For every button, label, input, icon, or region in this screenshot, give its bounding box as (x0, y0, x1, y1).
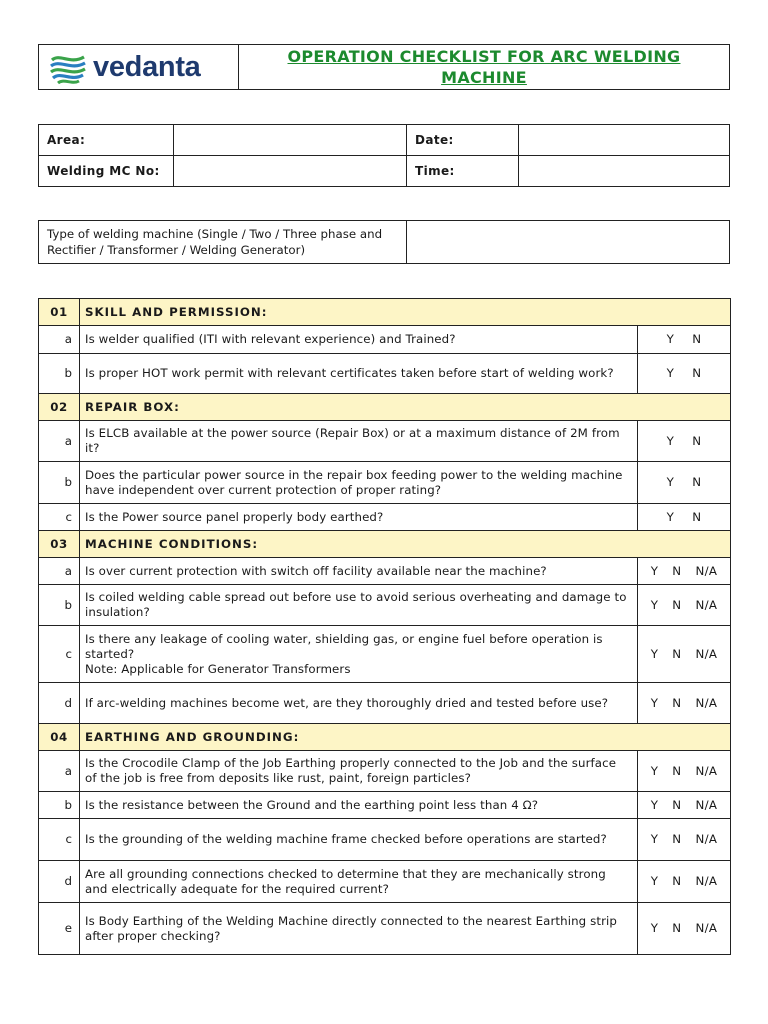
time-label: Time: (407, 156, 519, 187)
item-question: Is coiled welding cable spread out before use to avoid serious overheating and damage to insulation? (80, 585, 638, 626)
section-header (39, 724, 731, 751)
question-note: Note: Applicable for Generator Transformers (85, 661, 351, 676)
item-question: Is proper HOT work permit with relevant certificates taken before start of welding work? (80, 354, 638, 394)
checklist-row (39, 585, 731, 626)
answer-options[interactable]: Y N N/A (638, 751, 731, 792)
item-question (80, 626, 638, 683)
item-question: Is over current protection with switch off facility available near the machine? (80, 558, 638, 585)
checklist-row (39, 326, 731, 354)
checklist-row (39, 683, 731, 724)
item-index: d (39, 683, 80, 724)
answer-options[interactable]: Y N N/A (638, 819, 731, 861)
answer-options[interactable]: Y N (638, 326, 731, 354)
section-title: REPAIR BOX: (80, 394, 731, 421)
welding-mc-field[interactable] (174, 156, 407, 187)
checklist-row (39, 792, 731, 819)
info-table (38, 124, 730, 187)
answer-options[interactable]: Y N (638, 504, 731, 531)
date-label: Date: (407, 125, 519, 156)
item-index: b (39, 585, 80, 626)
machine-type-table (38, 220, 730, 264)
question-text: Is there any leakage of cooling water, shielding gas, or engine fuel before operation is started? (85, 631, 603, 661)
answer-options[interactable]: Y N N/A (638, 861, 731, 903)
checklist-row (39, 626, 731, 683)
section-number: 02 (39, 394, 80, 421)
welding-mc-label: Welding MC No: (39, 156, 174, 187)
item-index: b (39, 792, 80, 819)
section-title: MACHINE CONDITIONS: (80, 531, 731, 558)
section-header (39, 299, 731, 326)
item-question: Is the resistance between the Ground and the earthing point less than 4 Ω? (80, 792, 638, 819)
checklist-row (39, 558, 731, 585)
item-question: Is welder qualified (ITI with relevant experience) and Trained? (80, 326, 638, 354)
item-index: b (39, 462, 80, 504)
checklist-row (39, 819, 731, 861)
checklist-row (39, 421, 731, 462)
item-index: c (39, 819, 80, 861)
item-question: Is the Crocodile Clamp of the Job Earthing properly connected to the Job and the surface of the job is free from deposits like rust, paint, foreign particles? (80, 751, 638, 792)
answer-options[interactable]: Y N N/A (638, 683, 731, 724)
item-question: Does the particular power source in the repair box feeding power to the welding machine have independent over current protection of proper rating? (80, 462, 638, 504)
item-index: b (39, 354, 80, 394)
checklist-row (39, 751, 731, 792)
logo-wordmark: vedanta (93, 50, 201, 83)
machine-type-label: Type of welding machine (Single / Two / Three phase and Rectifier / Transformer / Welding Generator) (39, 221, 407, 264)
answer-options[interactable]: Y N N/A (638, 626, 731, 683)
section-title: SKILL AND PERMISSION: (80, 299, 731, 326)
answer-options[interactable]: Y N N/A (638, 585, 731, 626)
answer-options[interactable]: Y N (638, 462, 731, 504)
item-index: a (39, 326, 80, 354)
checklist-row (39, 504, 731, 531)
item-question: If arc-welding machines become wet, are they thoroughly dried and tested before use? (80, 683, 638, 724)
section-number: 03 (39, 531, 80, 558)
section-header (39, 394, 731, 421)
title-cell (239, 45, 730, 90)
item-question: Are all grounding connections checked to determine that they are mechanically strong and electrically adequate for the required current? (80, 861, 638, 903)
section-title: EARTHING AND GROUNDING: (80, 724, 731, 751)
item-index: a (39, 421, 80, 462)
section-number: 04 (39, 724, 80, 751)
item-index: d (39, 861, 80, 903)
section-number: 01 (39, 299, 80, 326)
section-header (39, 531, 731, 558)
area-label: Area: (39, 125, 174, 156)
date-field[interactable] (519, 125, 730, 156)
item-index: e (39, 903, 80, 955)
item-index: a (39, 558, 80, 585)
answer-options[interactable]: Y N N/A (638, 792, 731, 819)
machine-type-field[interactable] (407, 221, 730, 264)
item-question: Is the grounding of the welding machine frame checked before operations are started? (80, 819, 638, 861)
logo-cell (39, 45, 239, 90)
answer-options[interactable]: Y N (638, 354, 731, 394)
time-field[interactable] (519, 156, 730, 187)
vedanta-wave-icon (48, 47, 88, 87)
checklist-table (38, 298, 731, 955)
answer-options[interactable]: Y N (638, 421, 731, 462)
answer-options[interactable]: Y N N/A (638, 903, 731, 955)
checklist-row (39, 903, 731, 955)
checklist-row (39, 462, 731, 504)
item-index: c (39, 504, 80, 531)
checklist-row (39, 861, 731, 903)
item-question: Is Body Earthing of the Welding Machine directly connected to the nearest Earthing strip after proper checking? (80, 903, 638, 955)
vedanta-logo (39, 47, 238, 87)
item-question: Is the Power source panel properly body earthed? (80, 504, 638, 531)
area-field[interactable] (174, 125, 407, 156)
document-header (38, 44, 730, 90)
item-index: c (39, 626, 80, 683)
item-index: a (39, 751, 80, 792)
checklist-row (39, 354, 731, 394)
document-title: OPERATION CHECKLIST FOR ARC WELDING MACHINE (287, 47, 681, 87)
answer-options[interactable]: Y N N/A (638, 558, 731, 585)
item-question: Is ELCB available at the power source (Repair Box) or at a maximum distance of 2M from it? (80, 421, 638, 462)
